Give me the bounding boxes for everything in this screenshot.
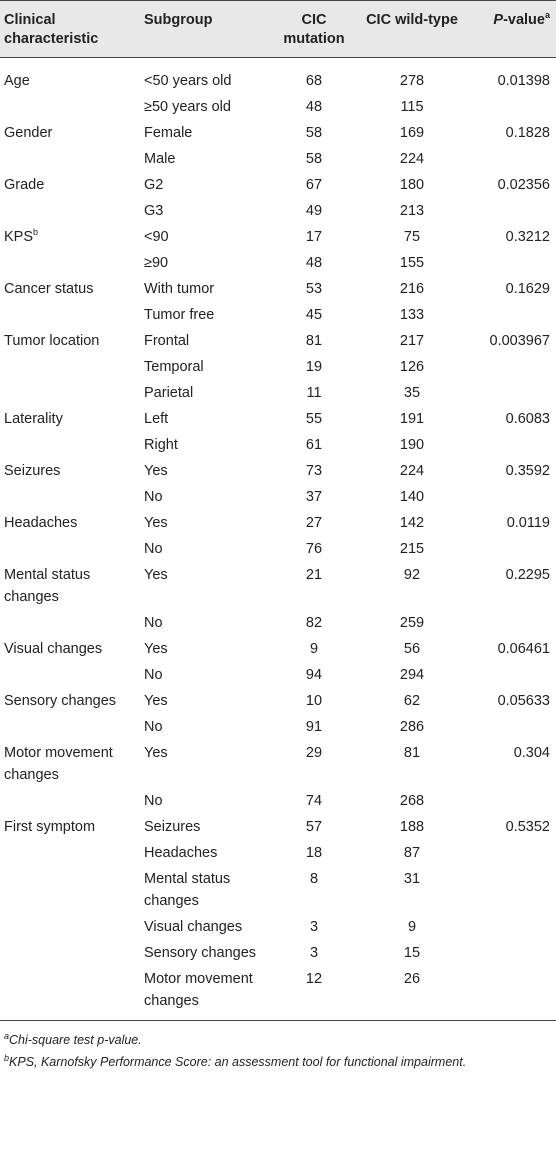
table-row <box>0 146 556 172</box>
cell-cic-wildtype: 155 <box>399 255 425 271</box>
cell-pvalue <box>468 380 556 406</box>
cell-cic-mutation: 58 <box>305 125 323 141</box>
table-row <box>0 562 556 610</box>
cell-cic-wildtype: 190 <box>399 437 425 453</box>
cell-cic-mutation: 3 <box>309 945 319 961</box>
cell-cic-wildtype: 286 <box>399 719 425 735</box>
table-row <box>0 380 556 406</box>
cell-cic-wildtype: 133 <box>399 307 425 323</box>
cell-characteristic <box>0 714 140 740</box>
footnote-mark: b <box>4 1052 10 1063</box>
cell-cic-wildtype: 31 <box>403 871 421 887</box>
table-row <box>0 688 556 714</box>
table-row <box>0 866 556 914</box>
cell-cic-wildtype: 126 <box>399 359 425 375</box>
cell-characteristic <box>0 146 140 172</box>
cell-cic-mutation: 18 <box>305 845 323 861</box>
cell-pvalue <box>468 536 556 562</box>
header-pvalue-footnote-mark: a <box>544 10 550 21</box>
cell-cic-wildtype: 56 <box>403 641 421 657</box>
header-characteristic: Clinical characteristic <box>0 1 140 58</box>
cell-cic-mutation: 17 <box>305 229 323 245</box>
table-row <box>0 120 556 146</box>
cell-subgroup: Temporal <box>144 359 204 375</box>
cell-subgroup: Mental status changes <box>144 871 231 909</box>
cell-cic-mutation: 8 <box>309 871 319 887</box>
cell-characteristic: Sensory changes <box>4 693 117 709</box>
cell-cic-mutation: 58 <box>305 151 323 167</box>
cell-cic-mutation: 48 <box>305 99 323 115</box>
cell-cic-mutation: 21 <box>305 567 323 583</box>
cell-subgroup: Sensory changes <box>144 945 257 961</box>
cell-cic-mutation: 74 <box>305 793 323 809</box>
cell-subgroup: G2 <box>144 177 164 193</box>
cell-cic-wildtype: 294 <box>399 667 425 683</box>
cell-pvalue <box>468 146 556 172</box>
cell-characteristic: KPS$^b$ <box>4 227 39 245</box>
table-row <box>0 94 556 120</box>
cell-characteristic <box>0 610 140 636</box>
cell-subgroup: Yes <box>144 567 168 583</box>
cell-pvalue <box>468 94 556 120</box>
cell-cic-wildtype: 140 <box>399 489 425 505</box>
cell-pvalue: 0.02356 <box>497 177 550 193</box>
cell-cic-wildtype: 62 <box>403 693 421 709</box>
table-row <box>0 276 556 302</box>
table-row <box>0 636 556 662</box>
table-row <box>0 172 556 198</box>
cell-characteristic <box>0 432 140 458</box>
cell-cic-mutation: 29 <box>305 745 323 761</box>
cell-pvalue: 0.304 <box>513 745 550 761</box>
header-cic-wildtype: CIC wild-type <box>356 1 468 58</box>
cell-subgroup: G3 <box>144 203 164 219</box>
table-row <box>0 740 556 788</box>
cell-characteristic: Laterality <box>4 411 63 427</box>
cell-cic-mutation: 19 <box>305 359 323 375</box>
cell-subgroup: Male <box>144 151 176 167</box>
cell-characteristic <box>0 250 140 276</box>
table-row <box>0 610 556 636</box>
cell-pvalue <box>468 940 556 966</box>
header-row <box>0 1 556 58</box>
cell-subgroup: Parietal <box>144 385 194 401</box>
cell-characteristic <box>0 354 140 380</box>
cell-cic-mutation: 9 <box>309 641 319 657</box>
header-pvalue-text: -value <box>503 12 545 28</box>
cell-subgroup: Right <box>144 437 178 453</box>
cell-pvalue: 0.3212 <box>505 229 550 245</box>
cell-characteristic <box>0 914 140 940</box>
cell-subgroup: Yes <box>144 693 168 709</box>
cell-subgroup: Frontal <box>144 333 190 349</box>
cell-cic-mutation: 49 <box>305 203 323 219</box>
cell-subgroup: Headaches <box>144 845 218 861</box>
cell-cic-wildtype: 87 <box>403 845 421 861</box>
table-row <box>0 198 556 224</box>
cell-pvalue <box>468 198 556 224</box>
cell-characteristic <box>0 966 140 1021</box>
cell-cic-mutation: 10 <box>305 693 323 709</box>
cell-characteristic: First symptom <box>4 819 96 835</box>
cell-cic-wildtype: 15 <box>403 945 421 961</box>
table-row <box>0 914 556 940</box>
cell-pvalue: 0.6083 <box>505 411 550 427</box>
cell-pvalue: 0.3592 <box>505 463 550 479</box>
cell-subgroup: Seizures <box>144 819 201 835</box>
cell-cic-wildtype: 81 <box>403 745 421 761</box>
cell-characteristic: Motor movement changes <box>4 745 113 783</box>
cell-cic-mutation: 94 <box>305 667 323 683</box>
header-pvalue <box>468 1 556 58</box>
footnote <box>4 1029 552 1051</box>
cell-pvalue: 0.2295 <box>505 567 550 583</box>
cell-pvalue <box>468 610 556 636</box>
cell-cic-mutation: 82 <box>305 615 323 631</box>
table-row <box>0 406 556 432</box>
cell-cic-wildtype: 224 <box>399 463 425 479</box>
cell-cic-mutation: 45 <box>305 307 323 323</box>
table-row <box>0 966 556 1021</box>
table-row <box>0 458 556 484</box>
cell-cic-wildtype: 9 <box>407 919 417 935</box>
cell-characteristic <box>0 198 140 224</box>
table-row <box>0 788 556 814</box>
footnote-text: KPS, Karnofsky Performance Score: an assessment tool for functional impairment. <box>9 1055 467 1069</box>
cell-cic-mutation: 91 <box>305 719 323 735</box>
table-row <box>0 328 556 354</box>
cell-characteristic <box>0 94 140 120</box>
cell-cic-wildtype: 191 <box>399 411 425 427</box>
table-row <box>0 814 556 840</box>
cell-subgroup: Motor movement changes <box>140 966 272 1021</box>
cell-subgroup: Yes <box>144 515 168 531</box>
cell-characteristic <box>0 380 140 406</box>
cell-cic-mutation: 48 <box>305 255 323 271</box>
cell-subgroup: No <box>144 541 163 557</box>
header-subgroup: Subgroup <box>140 1 272 58</box>
table-row <box>0 536 556 562</box>
cell-subgroup: Female <box>144 125 193 141</box>
cell-characteristic <box>0 840 140 866</box>
cell-cic-wildtype: 142 <box>399 515 425 531</box>
table-header <box>0 1 556 58</box>
cell-pvalue <box>468 788 556 814</box>
table-row <box>0 354 556 380</box>
cell-pvalue: 0.003967 <box>489 333 550 349</box>
cell-cic-mutation: 3 <box>309 919 319 935</box>
cell-cic-wildtype: 217 <box>399 333 425 349</box>
cell-subgroup: <90 <box>144 229 169 245</box>
cell-subgroup: Yes <box>144 641 168 657</box>
cell-subgroup: Yes <box>144 745 168 761</box>
cell-cic-wildtype: 180 <box>399 177 425 193</box>
cell-pvalue: 0.06461 <box>497 641 550 657</box>
table-row <box>0 302 556 328</box>
table-footnotes <box>0 1021 556 1073</box>
cell-characteristic <box>0 662 140 688</box>
cell-characteristic: Headaches <box>4 515 78 531</box>
cell-subgroup: No <box>144 489 163 505</box>
cell-cic-wildtype: 215 <box>399 541 425 557</box>
cell-characteristic: Mental status changes <box>4 567 91 605</box>
table-row <box>0 840 556 866</box>
table-row <box>0 662 556 688</box>
cell-characteristic <box>0 484 140 510</box>
cell-cic-mutation: 68 <box>305 73 323 89</box>
cell-cic-mutation: 61 <box>305 437 323 453</box>
cell-subgroup: Tumor free <box>144 307 215 323</box>
table-row <box>0 250 556 276</box>
cell-cic-mutation: 55 <box>305 411 323 427</box>
cell-subgroup: <50 years old <box>144 73 232 89</box>
cell-cic-wildtype: 115 <box>400 99 424 115</box>
cell-pvalue: 0.1629 <box>505 281 550 297</box>
cell-pvalue <box>468 714 556 740</box>
table-row <box>0 58 556 95</box>
cell-pvalue: 0.5352 <box>505 819 550 835</box>
cell-cic-mutation: 53 <box>305 281 323 297</box>
cell-pvalue: 0.1828 <box>505 125 550 141</box>
cell-cic-mutation: 12 <box>272 966 356 1021</box>
cell-cic-wildtype: 259 <box>399 615 425 631</box>
cell-pvalue <box>468 484 556 510</box>
cell-subgroup: Yes <box>144 463 168 479</box>
cell-cic-wildtype: 188 <box>399 819 425 835</box>
table-row <box>0 484 556 510</box>
cell-subgroup: No <box>144 615 163 631</box>
cell-subgroup: Visual changes <box>144 919 243 935</box>
table-row <box>0 714 556 740</box>
cell-cic-mutation: 27 <box>305 515 323 531</box>
cell-subgroup: No <box>144 667 163 683</box>
cell-subgroup: ≥90 <box>144 255 169 271</box>
cell-pvalue <box>468 432 556 458</box>
table-row <box>0 940 556 966</box>
cell-characteristic <box>0 302 140 328</box>
cell-cic-wildtype: 278 <box>399 73 425 89</box>
cell-pvalue <box>468 866 556 914</box>
cell-characteristic: Grade <box>4 177 45 193</box>
cell-subgroup: Left <box>144 411 169 427</box>
footnote-text: Chi-square test p-value. <box>9 1033 142 1047</box>
cell-cic-wildtype: 268 <box>399 793 425 809</box>
cell-cic-mutation: 57 <box>305 819 323 835</box>
cell-cic-wildtype: 224 <box>399 151 425 167</box>
cell-characteristic: Seizures <box>4 463 61 479</box>
cell-subgroup: No <box>144 793 163 809</box>
cell-pvalue <box>468 302 556 328</box>
cell-cic-mutation: 76 <box>305 541 323 557</box>
cell-pvalue <box>468 840 556 866</box>
cell-cic-mutation: 37 <box>305 489 323 505</box>
cell-pvalue <box>468 966 556 1021</box>
cell-characteristic: Gender <box>4 125 53 141</box>
cell-pvalue <box>468 914 556 940</box>
cell-pvalue: 0.0119 <box>506 515 550 531</box>
cell-pvalue: 0.01398 <box>497 73 550 89</box>
footnote <box>4 1051 552 1073</box>
table-body <box>0 58 556 1021</box>
cell-subgroup: ≥50 years old <box>144 99 231 115</box>
cell-cic-mutation: 67 <box>305 177 323 193</box>
header-cic-mutation: CIC mutation <box>272 1 356 58</box>
cell-cic-wildtype: 169 <box>399 125 425 141</box>
footnote-mark: a <box>4 1030 10 1041</box>
cell-subgroup: With tumor <box>144 281 215 297</box>
cell-characteristic <box>0 536 140 562</box>
cell-cic-wildtype: 216 <box>399 281 425 297</box>
cell-cic-wildtype: 92 <box>403 567 421 583</box>
cell-characteristic <box>0 788 140 814</box>
cell-pvalue <box>468 662 556 688</box>
cell-cic-wildtype: 213 <box>399 203 425 219</box>
cell-characteristic: Visual changes <box>4 641 103 657</box>
cell-characteristic <box>0 940 140 966</box>
cell-subgroup: No <box>144 719 163 735</box>
table-row <box>0 224 556 250</box>
cell-cic-wildtype: 35 <box>403 385 421 401</box>
cell-cic-mutation: 73 <box>305 463 323 479</box>
header-pvalue-p: P <box>493 12 504 28</box>
cell-cic-mutation: 81 <box>305 333 323 349</box>
cell-cic-wildtype: 26 <box>356 966 468 1021</box>
cell-pvalue <box>468 354 556 380</box>
cell-cic-mutation: 11 <box>306 385 322 401</box>
cell-cic-wildtype: 75 <box>403 229 421 245</box>
cell-characteristic: Tumor location <box>4 333 100 349</box>
footnote-mark: b <box>33 227 39 238</box>
cell-characteristic <box>0 866 140 914</box>
cell-characteristic: Cancer status <box>4 281 94 297</box>
cell-pvalue: 0.05633 <box>497 693 550 709</box>
cell-pvalue <box>468 250 556 276</box>
cell-characteristic: Age <box>4 73 30 89</box>
table-row <box>0 432 556 458</box>
table-row <box>0 510 556 536</box>
